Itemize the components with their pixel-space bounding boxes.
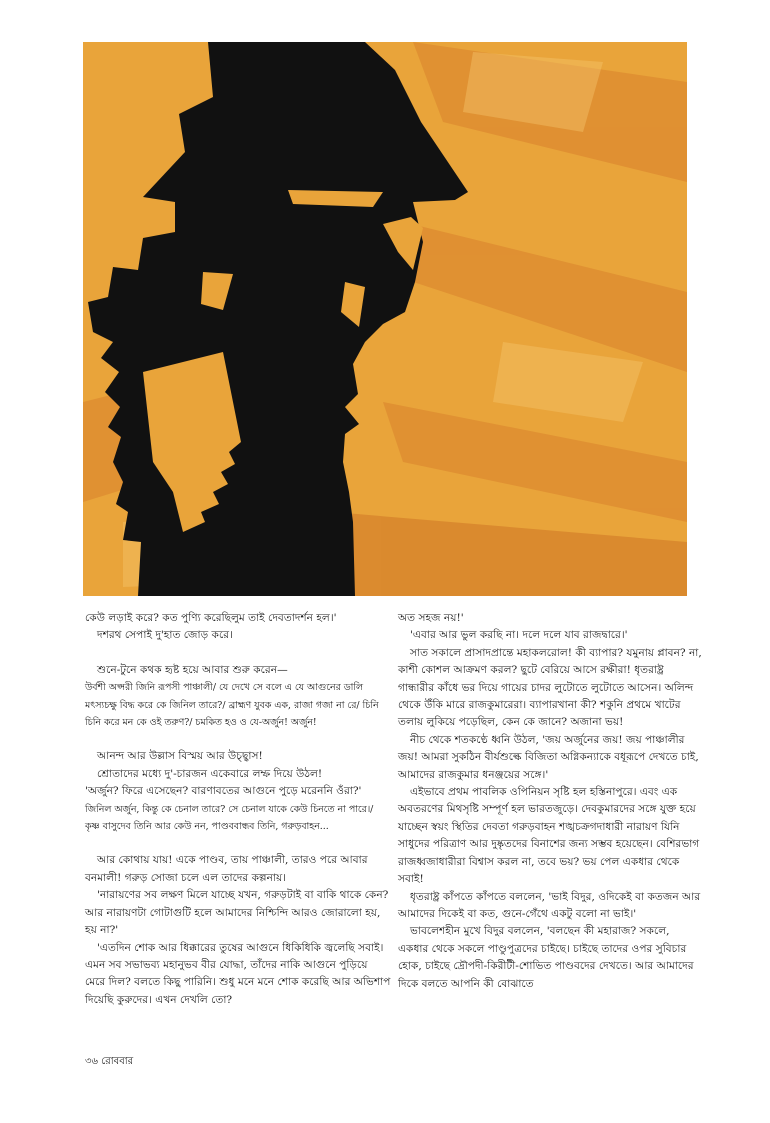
paragraph: শ্রোতাদের মধ্যে দু'-চারজন একেবারে লম্ফ দিয়ে উঠল! [97, 767, 323, 780]
paragraph: কেউ লড়াই করে? কত পুণ্যি করেছিলুম তাই দেবতাদর্শন হল।' [85, 612, 337, 624]
article-column-right [398, 610, 703, 993]
paragraph: অত সহজ নয়!' [398, 612, 464, 624]
paragraph: সাত সকালে প্রাসাদপ্রান্তে মহাকলরোল! কী ব্যাপার? যমুনায় প্লাবন? না, কাশী কোশল আক্রমণ করল? ছুটে বেরিয়ে আসে রক্ষীরা! ধৃতরাষ্ট্র গান্ধারীর কাঁধে ভর দিয়ে গায়ের চাদর লুটোতে লুটোতে আসেন। অলিন্দ থেকে উঁকি মারে রাজকুমারেরা। ব্যাপারখানা কী? শকুনি প্রথমে খাটের তলায় লুকিয়ে পড়েছিল, কেন কে জানে? অজানা ভয়! [398, 646, 702, 729]
paragraph: নীচ থেকে শতকণ্ঠে ধ্বনি উঠল, 'জয় অর্জুনের জয়! জয় পাঞ্চালীর জয়! আমরা সুকঠিন বীর্যশুল্কে বিজিতা অগ্নিকন্যাকে বধূরূপে দেখতে চাই, আমাদের রাজকুমার ধনঞ্জয়ের সঙ্গে।' [398, 733, 699, 781]
paragraph: ভাবলেশহীন মুখে বিদুর বললেন, 'বলছেন কী মহারাজ? সকলে, একধার থেকে সকলে পাণ্ডুপুত্রদের চাইছে। চাইছে তাদের ওপর সুবিচার হোক, চাইছে দ্রৌপদী-কিরীটী-শোভিত পাণ্ডবদের দেখতে। আর আমাদের দিকে বলতে আপনি কী বোঝাতে [398, 925, 694, 990]
silhouette-artwork [83, 42, 687, 596]
paragraph: 'এতদিন শোক আর ধিক্কারের তুষের আগুনে ধিকিধিকি জ্বলেছি সবাই। এমন সব সভাভব্য মহানুভব বীর যোদ্ধা, তাঁদের নাকি আগুনে পুড়িয়ে মেরে দিল? বলতে কিছু পারিনি। শুধু মনে মনে শোক করেছি আর অভিশাপ দিয়েছি কুরুদের। এখন দেখলি তো? [85, 941, 391, 1006]
verse: জিনিল অর্জুন, কিন্তু কে চেনাল তারে? সে চেনাল যাকে কেউ চিনতে না পারে।/ কৃষ্ণ বাসুদেব তিনি আর কেউ নন, পাণ্ডববান্ধব তিনি, গরুড়বাহন... [85, 803, 374, 833]
paragraph: 'এবার আর ভুল করছি না। দলে দলে যাব রাজদ্বারে।' [410, 629, 628, 642]
paragraph: ধৃতরাষ্ট্র কাঁপতে কাঁপতে বললেন, 'ভাই বিদুর, ওদিকেই বা কতজন আর আমাদের দিকেই বা কত, গুনে-গেঁথে একটু বলো না ভাই।' [398, 890, 701, 920]
page-folio: ৩৬ রোববার [85, 1056, 134, 1067]
paragraph: শুনে-টুনে কথক হৃষ্ট হয়ে আবার শুরু করেন— [97, 663, 288, 676]
article-column-left [85, 610, 391, 1009]
paragraph: দশরথ সেপাই দু'হাত জোড় করে। [97, 629, 233, 642]
paragraph: আর কোথায় যায়! একে পাণ্ডব, তায় পাঞ্চালী, তারও পরে আবার বনমালী! গরুড় সোজা চলে এল তাদের কল্পনায়। [85, 854, 368, 884]
verse: উর্বশী অপ্সরী জিনি রূপসী পাঞ্চালী/ যে দেখে সে বলে এ যে আগুনের ডালি মৎস্যচক্ষু বিদ্ধ করে কে জিনিল তারে?/ ব্রাহ্মণ যুবক এক, রাজা গজা না রে/ চিনি চিনি করে মন কে ওই তরুণ?/ চমকিত হও ও যে-অর্জুন! অর্জুন! [85, 682, 379, 729]
illustration-silhouette [83, 42, 687, 596]
paragraph: 'নারায়ণের সব লক্ষণ মিলে যাচ্ছে যখন, গরুড়টাই বা বাকি থাকে কেন? আর নারায়ণটা গোটাগুটি হলে আমাদের নিশ্চিন্দি আরও জোরালো হয়, হয় না?' [85, 889, 389, 937]
paragraph: আনন্দ আর উল্লাস বিস্ময় আর উচ্ছ্বাস! [97, 750, 263, 763]
paragraph: 'অর্জুন? ফিরে এসেছেন? বারণাবতের আগুনে পুড়ে মরেননি ওঁরা?' [85, 785, 362, 798]
paragraph: এইভাবে প্রথম পাবলিক ওপিনিয়ন সৃষ্টি হল হস্তিনাপুরে। এবং এক অবতরণের মিথসৃষ্টি সম্পূর্ণ হল ভারতজুড়ে। দেবকুমারদের সঙ্গে যুক্ত হয়ে যাচ্ছেন স্বয়ং স্থিতির দেবতা গরুড়বাহন শঙ্খচক্রগদাধারী নারায়ণ যিনি সাধুদের পরিত্রাণ আর দুষ্কৃতদের বিনাশের জন্য সম্ভব হয়েছেন। বেশিরভাগ রাজধ্বজাধারীরা বিশ্বাস করল না, তবে ভয়? ভয় পেল একধার থেকে সবাই! [398, 786, 700, 886]
